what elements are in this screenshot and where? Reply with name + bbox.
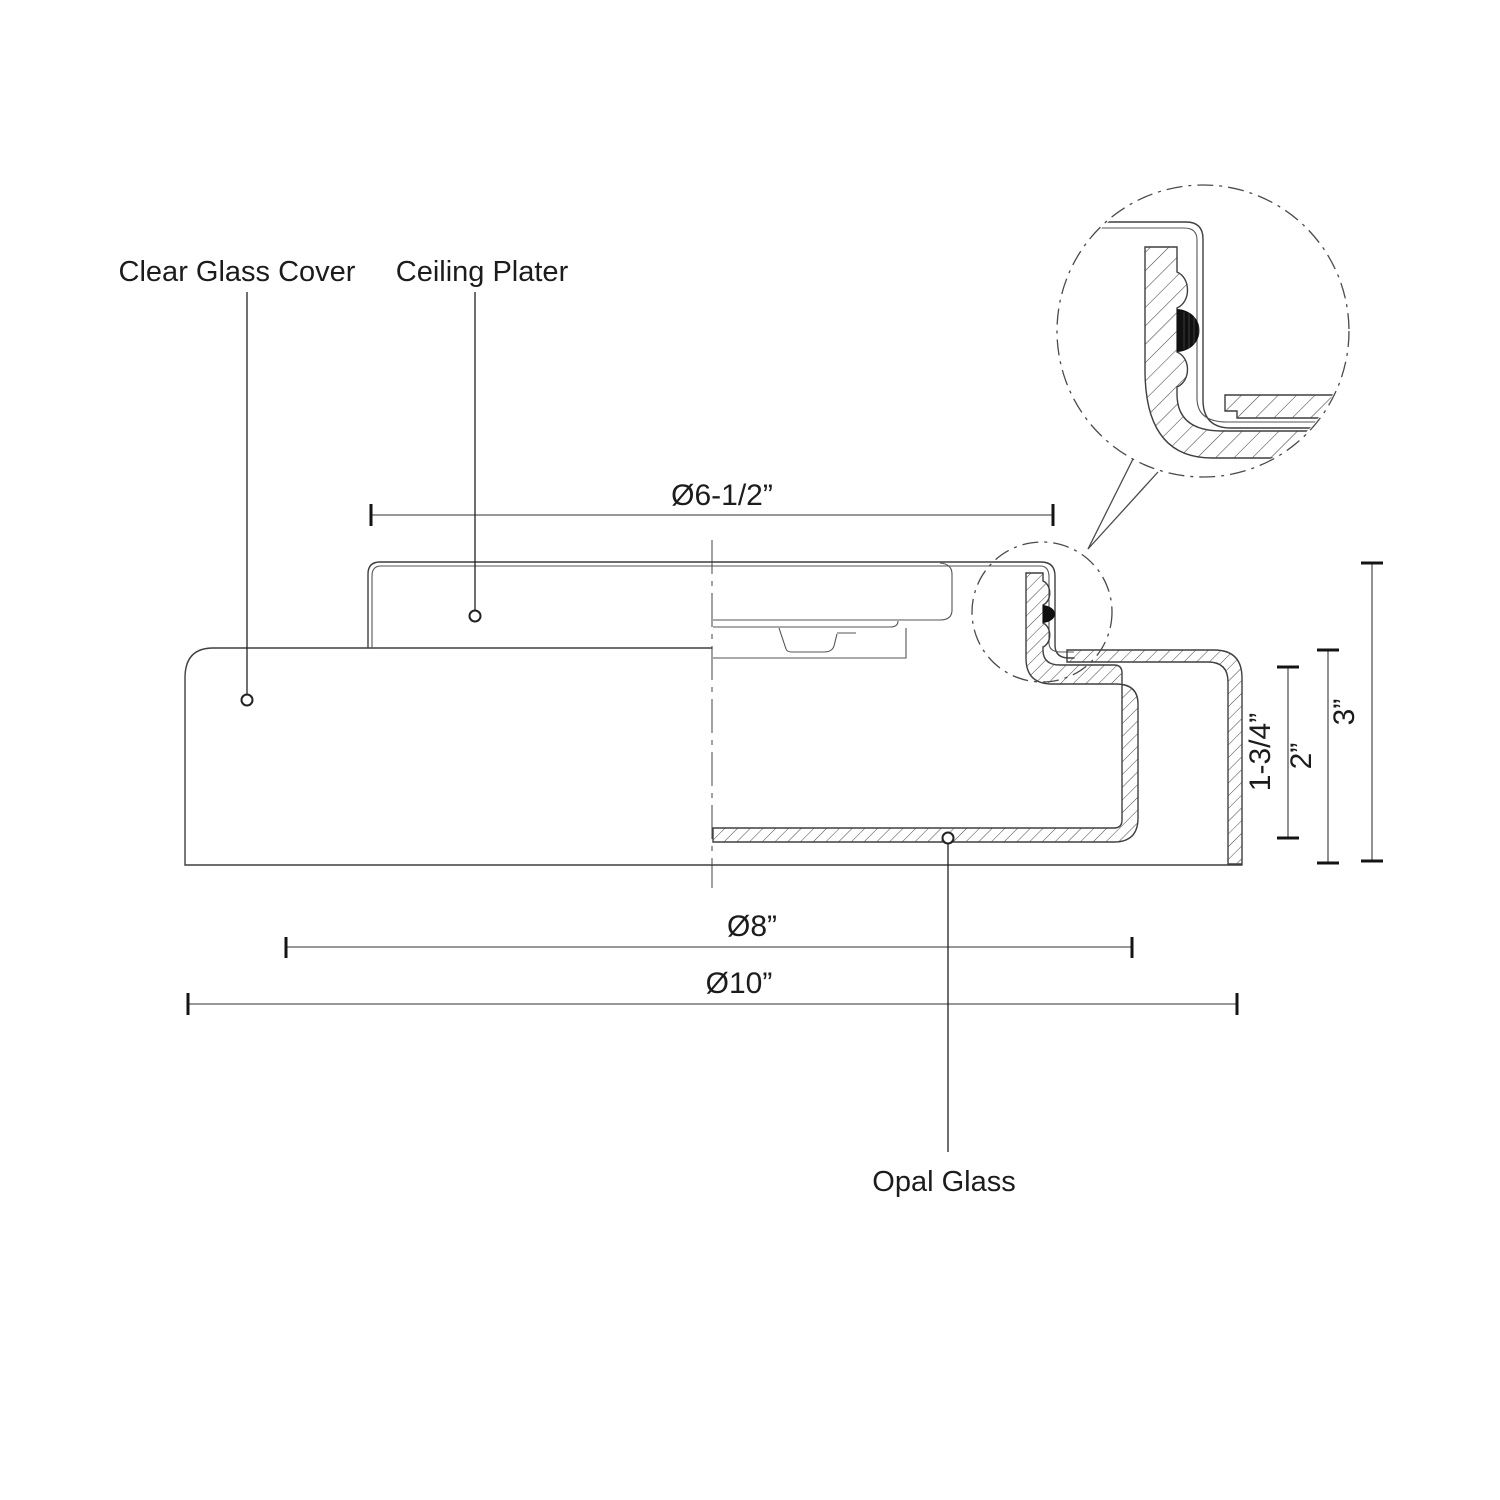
- dim-overall-diameter-text: Ø10”: [705, 967, 773, 1000]
- dim-plate-diameter-text: Ø6-1/2”: [671, 479, 773, 512]
- dim-overall-height-text: 3”: [1328, 698, 1361, 726]
- leader-dot-opal-glass: [943, 833, 954, 844]
- label-opal-glass: Opal Glass: [872, 1166, 1016, 1198]
- leader-dot-clear-glass-cover: [242, 695, 253, 706]
- dim-opal-diameter-text: Ø8”: [726, 910, 778, 943]
- label-clear-glass-cover: Clear Glass Cover: [118, 256, 356, 288]
- dim-opal-height-text: 1-3/4”: [1244, 712, 1277, 792]
- dim-glass-height-text: 2”: [1285, 742, 1318, 770]
- label-ceiling-plate: Ceiling Plater: [395, 256, 569, 288]
- leader-dot-ceiling-plate: [470, 611, 481, 622]
